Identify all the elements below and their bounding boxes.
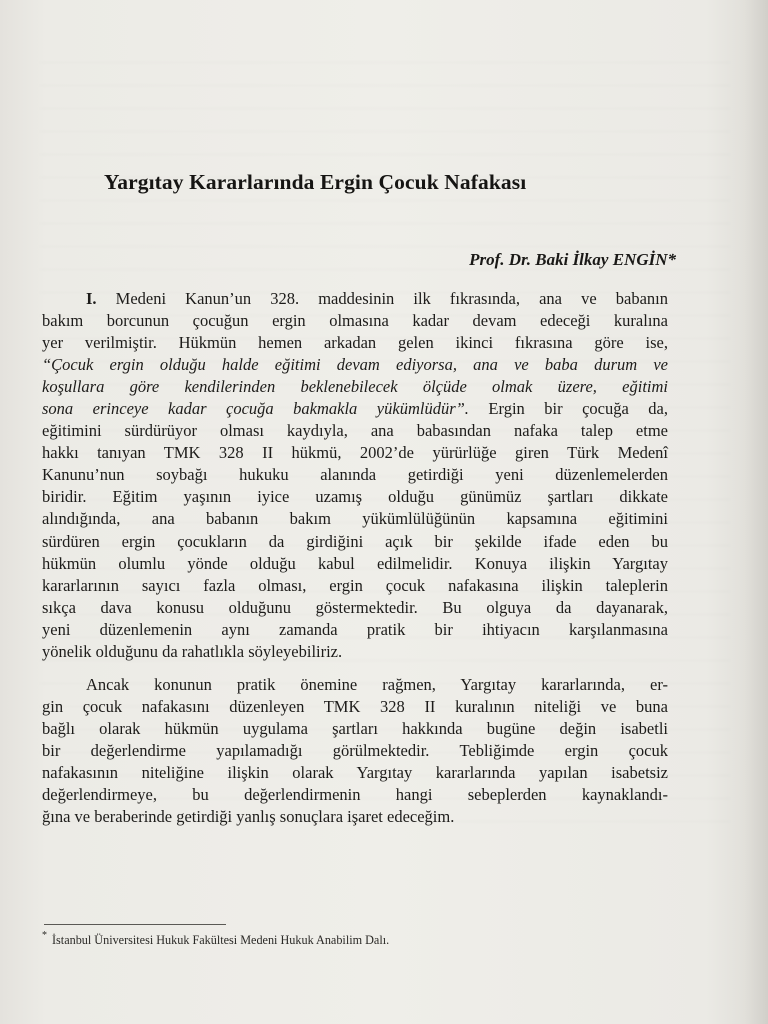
text-line: Ancak konunun pratik önemine rağmen, Yargıtay kararlarında, er-	[86, 674, 668, 694]
section-number: I.	[86, 289, 97, 308]
text-line: kararlarının sayıcı fazla olması, ergin çocuk nafakasına ilişkin taleplerin	[42, 575, 668, 595]
text-line: bağlı olarak hükmün uygulama şartları hakkında bugüne değin isabetli	[42, 718, 668, 738]
text-line: eğitimini sürdürüyor olması kaydıyla, ana babasından nafaka talep etme	[42, 421, 668, 441]
page-edge-shadow	[744, 0, 768, 1024]
text-line: yönelik olduğunu da rahatlıkla söyleyebiliriz.	[42, 641, 343, 661]
text-line: alındığında, ana babanın bakım yükümlülüğünün kapsamına eğitimini	[42, 509, 668, 529]
quoted-text-end: sona erinceye kadar çocuğa bakmakla yükümlüdür”.	[42, 399, 469, 419]
paragraph-1	[42, 288, 668, 663]
text-line: yeni düzenlemenin aynı zamanda pratik bir ihtiyacın karşılanmasına	[42, 619, 668, 639]
text-line: bakım borcunun çocuğun ergin olmasına kadar devam edeceği kuralına	[42, 311, 668, 331]
text-line: nafakasının niteliğine ilişkin olarak Yargıtay kararlarında yapılan isabetsiz	[42, 762, 668, 782]
quoted-text-line: “Çocuk ergin olduğu halde eğitimi devam ediyorsa, ana ve baba durum ve	[42, 355, 668, 375]
paragraph-2	[42, 674, 668, 828]
text-line: hakkı tanıyan TMK 328 II hükmü, 2002’de yürürlüğe giren Türk Medenî	[42, 443, 668, 463]
text-line: yer verilmiştir. Hükmün hemen arkadan gelen ikinci fıkrasına göre ise,	[42, 333, 668, 353]
text-line: biridir. Eğitim yaşının iyice uzamış olduğu günümüz şartları dikkate	[42, 487, 668, 507]
article-title: Yargıtay Kararlarında Ergin Çocuk Nafakası	[104, 170, 527, 194]
text-line: bir değerlendirme yapılamadığı görülmektedir. Tebliğimde ergin çocuk	[42, 740, 668, 760]
quoted-text-line: koşullara göre kendilerinden beklenebilecek ölçüde olmak üzere, eğitimi	[42, 377, 668, 397]
text-line: Kanunu’nun soybağı hukuku alanında getirdiği yeni düzenlemelerden	[42, 465, 668, 485]
text-line: sona erinceye kadar çocuğa bakmakla yükümlüdür”. Ergin bir çocuğa da,	[42, 399, 669, 419]
text-line: I. Medeni Kanun’un 328. maddesinin ilk fıkrasında, ana ve babanın	[86, 289, 669, 308]
article-body	[42, 288, 668, 828]
footnote-divider	[44, 924, 226, 925]
text-line: gin çocuk nafakasını düzenleyen TMK 328 II kuralının niteliği ve buna	[42, 696, 668, 716]
footnote	[42, 930, 390, 948]
text-line: sürdüren ergin çocukların da girdiğini açık bir şekilde ifade eden bu	[42, 531, 668, 551]
author-name: Prof. Dr. Baki İlkay ENGİN*	[469, 250, 676, 269]
footnote-mark: *	[42, 930, 47, 941]
footnote-text: İstanbul Üniversitesi Hukuk Fakültesi Medeni Hukuk Anabilim Dalı.	[52, 933, 390, 947]
text-line: ğına ve beraberinde getirdiği yanlış sonuçlara işaret edeceğim.	[42, 807, 455, 827]
text-line: hükmün olumlu yönde olduğu kabul edilmelidir. Konuya ilişkin Yargıtay	[42, 553, 668, 573]
text-line: değerlendirmeye, bu değerlendirmenin hangi sebeplerden kaynaklandı-	[42, 785, 668, 805]
text-line: sıkça dava konusu olduğunu göstermektedir. Bu olguya da dayanarak,	[42, 597, 668, 617]
